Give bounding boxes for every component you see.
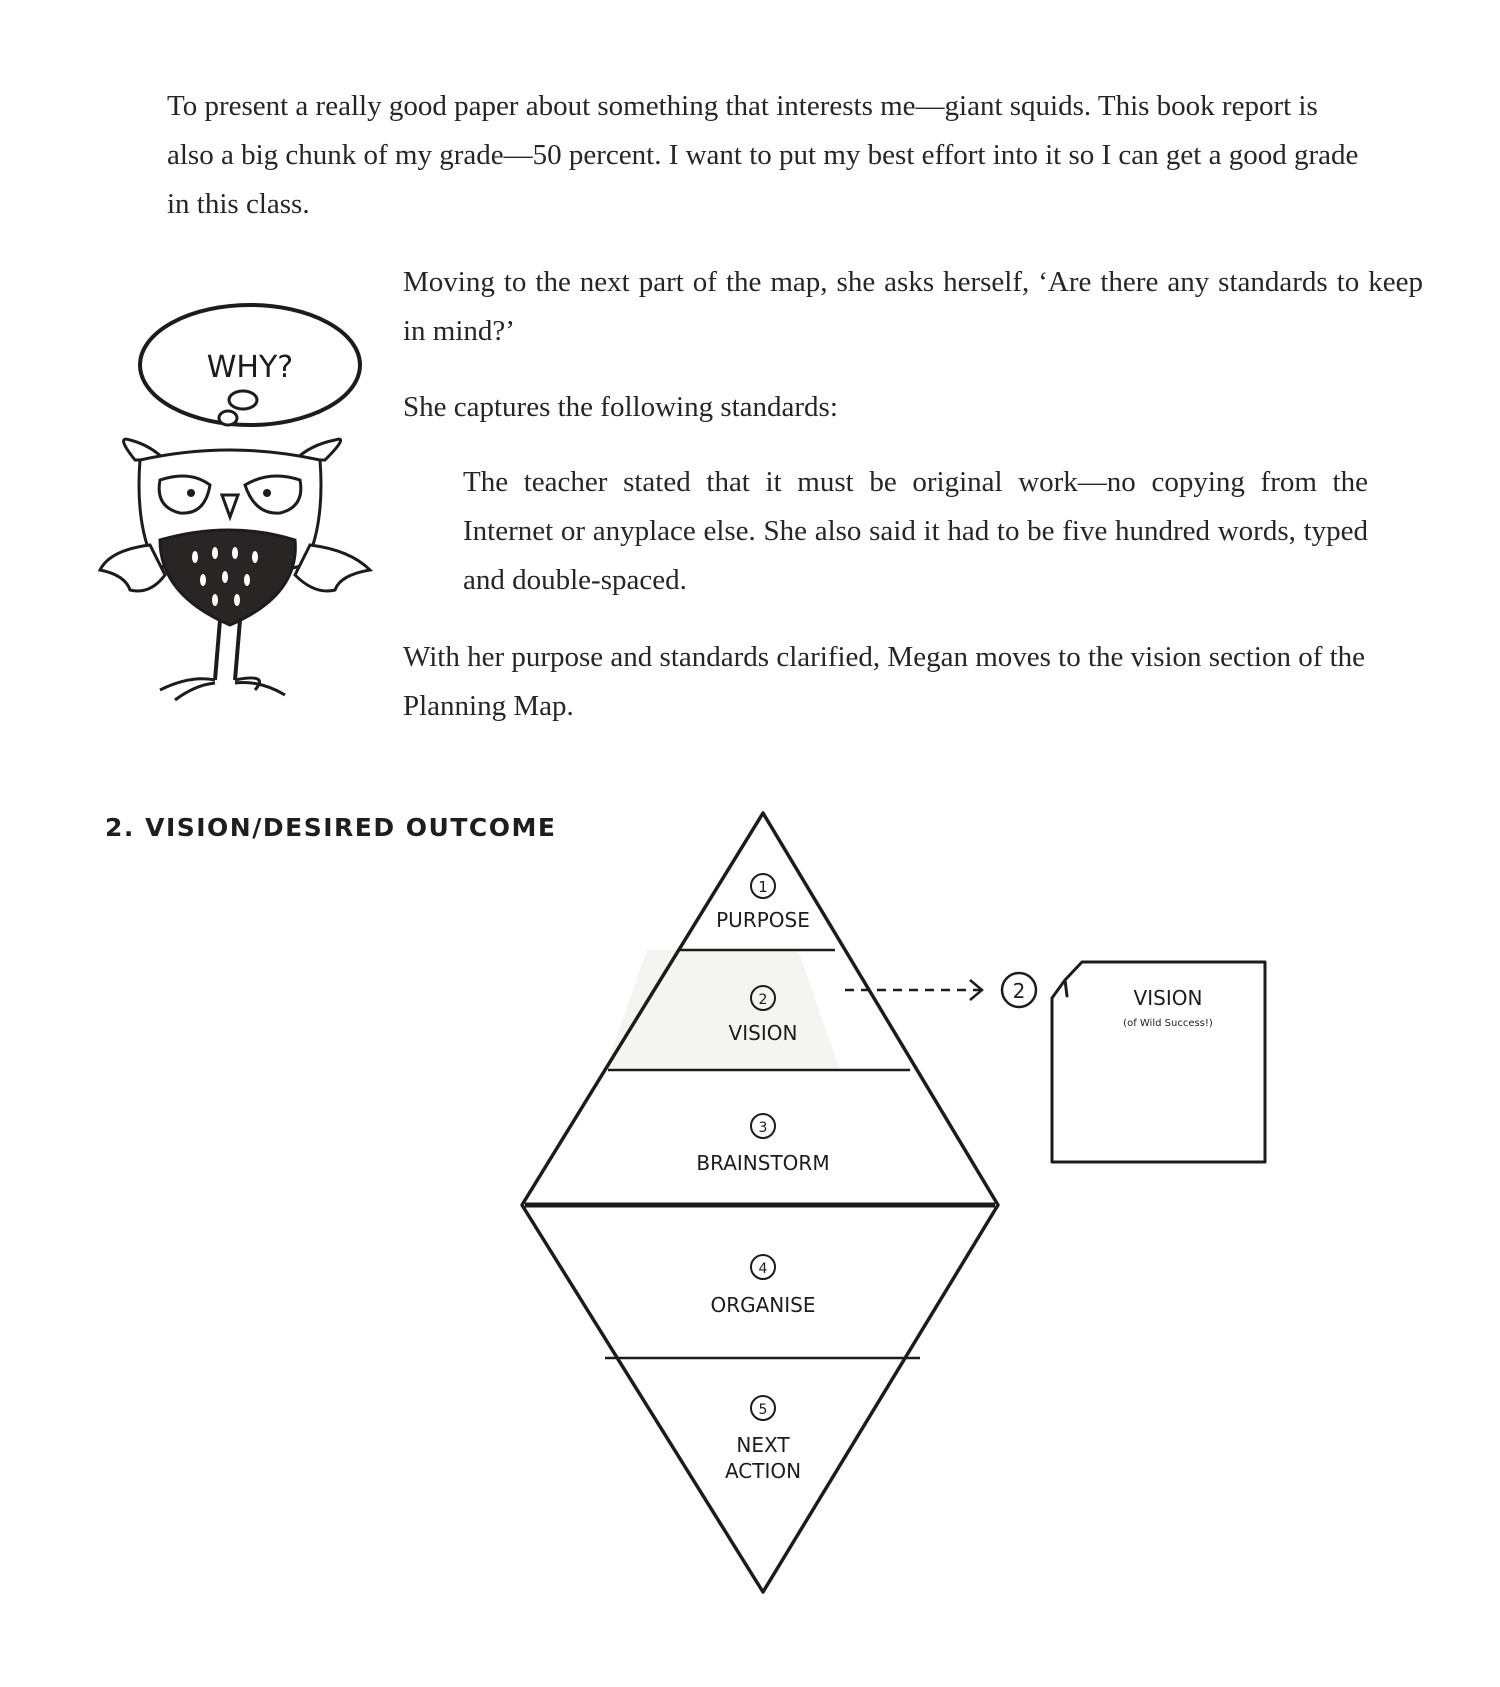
thought-bubble-tail-small [219, 411, 237, 425]
section-3-label: BRAINSTORM [696, 1151, 830, 1175]
section-1-label: PURPOSE [716, 908, 810, 932]
owl-feet [160, 678, 285, 700]
thought-bubble-text: WHY? [206, 350, 294, 385]
section-1-number: 1 [758, 878, 768, 896]
section-5-number: 5 [758, 1402, 768, 1418]
section-2-label: VISION [728, 1021, 798, 1045]
thought-bubble-tail-large [229, 391, 257, 409]
paragraph-standards-intro: She captures the following standards: [403, 391, 838, 423]
paragraph-standards-quote: The teacher stated that it must be original work—no copying from the Internet or anyplace else. She also said it had to be five hundred words, typed and double-spaced. [463, 466, 1368, 596]
owl-pupil-right [263, 489, 271, 497]
owl-icon [95, 295, 385, 725]
section-heading: 2. VISION/DESIRED OUTCOME [105, 813, 557, 842]
section-5-label-line1: NEXT [736, 1433, 790, 1457]
owl-wing-right [295, 545, 370, 591]
section-4-label: ORGANISE [710, 1293, 816, 1317]
callout-title: VISION [1133, 986, 1203, 1010]
owl-leg-left [215, 620, 220, 680]
planning-map-diagram [500, 800, 1300, 1600]
owl-pupil-left [187, 489, 195, 497]
owl-illustration [95, 295, 385, 725]
paragraph-purpose: To present a really good paper about something that interests me—giant squids. This book report is also a big chunk of my grade—50 percent. I want to put my best effort into it so I can get a good grade in this class. [167, 90, 1359, 220]
section-2-number: 2 [758, 992, 768, 1008]
paragraph-standards-question: Moving to the next part of the map, she asks herself, ‘Are there any standards to keep in mind?’ [403, 266, 1423, 347]
callout-number: 2 [1012, 979, 1026, 1003]
owl-leg-right [235, 620, 240, 680]
callout-subtitle: (of Wild Success!) [1123, 1018, 1213, 1029]
section-4-number: 4 [758, 1261, 768, 1277]
paragraph-vision-transition: With her purpose and standards clarified, Megan moves to the vision section of the Planning Map. [403, 641, 1366, 722]
section-3-number: 3 [758, 1120, 768, 1136]
section-5-label-line2: ACTION [724, 1459, 802, 1483]
